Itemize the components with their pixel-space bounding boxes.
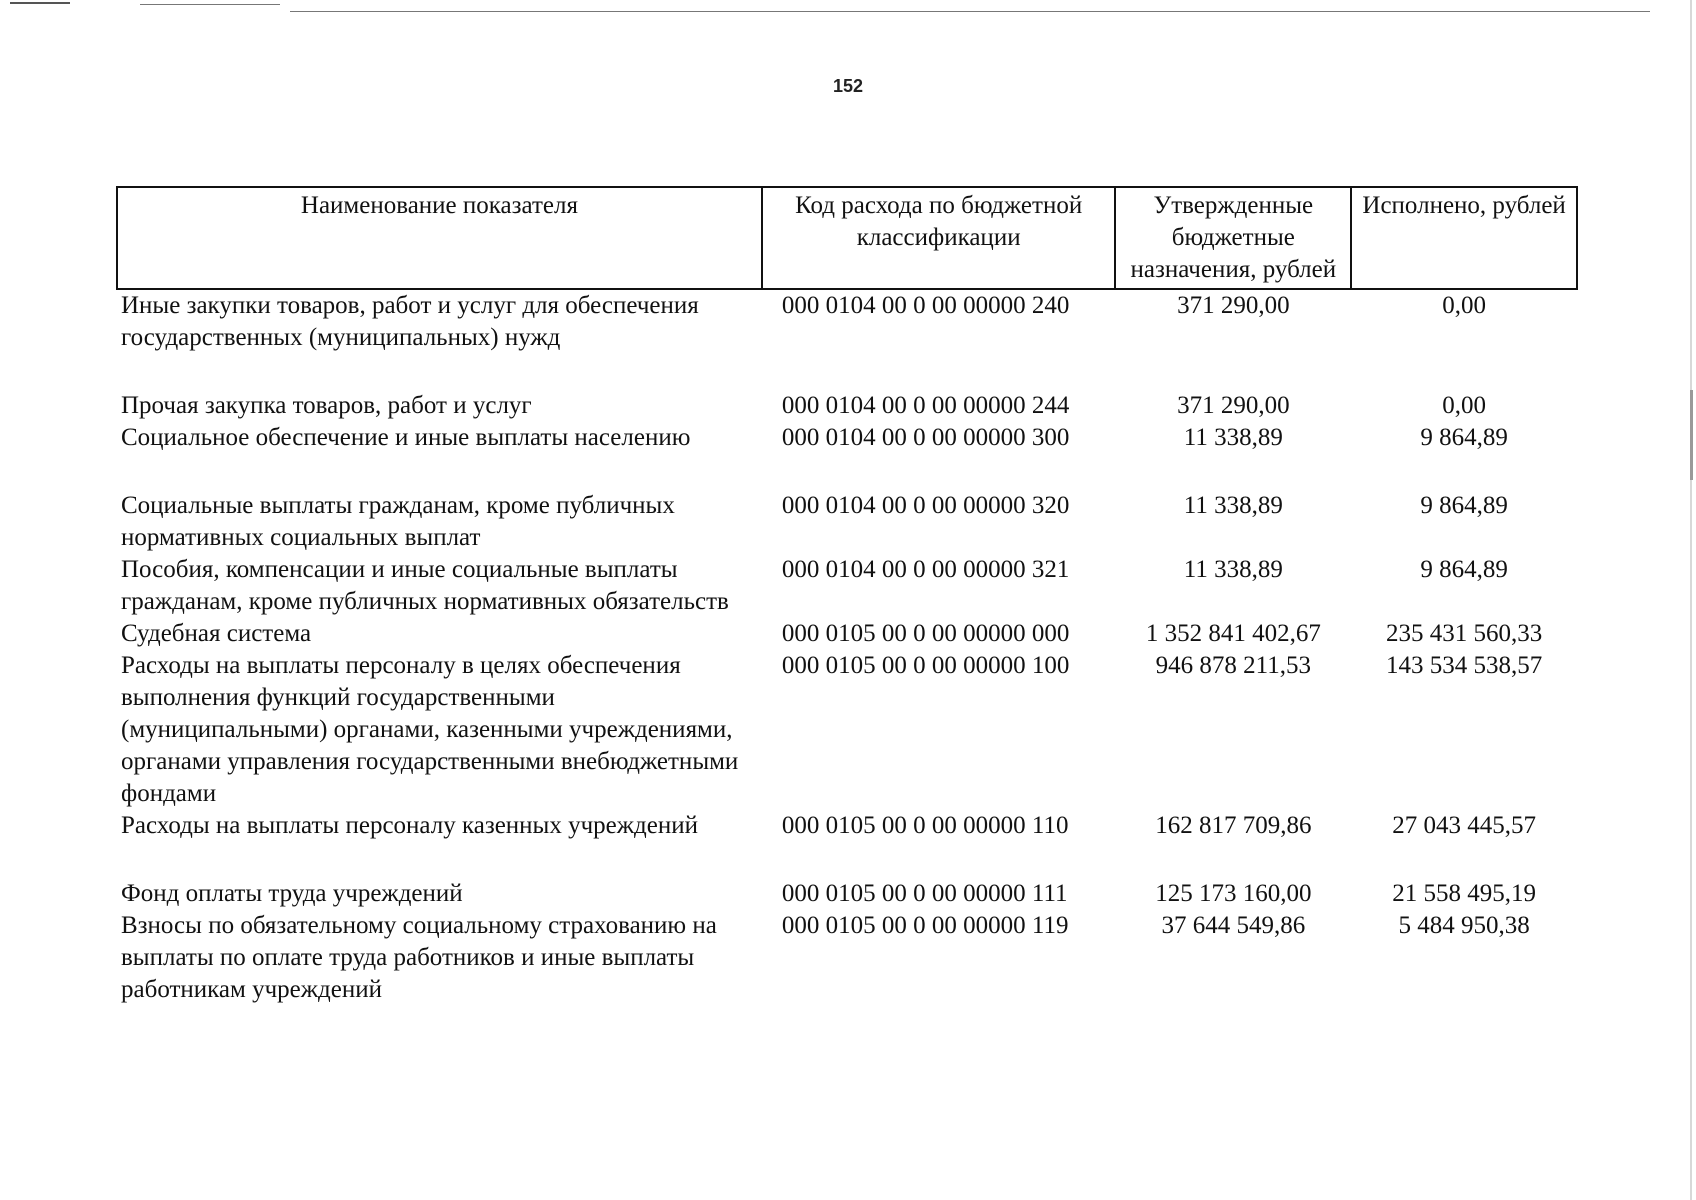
table-row [117, 554, 1577, 618]
header-executed: Исполнено, рублей [1351, 187, 1577, 289]
row-code: 000 0104 00 0 00 00000 321 [781, 556, 1070, 583]
row-name: Фонд оплаты труда учреждений [121, 880, 463, 907]
budget-table [116, 186, 1578, 1006]
table-row [117, 422, 1577, 490]
row-code: 000 0105 00 0 00 00000 000 [781, 620, 1070, 647]
row-name: Социальные выплаты гражданам, кроме публичных нормативных социальных выплат [121, 492, 675, 551]
row-executed: 9 864,89 [1420, 492, 1508, 519]
row-approved: 371 290,00 [1177, 292, 1290, 319]
row-executed: 143 534 538,57 [1385, 652, 1543, 679]
scan-edge-right-mark [1690, 390, 1693, 480]
header-approved: Утвержденные бюджетные назначения, рублей [1115, 187, 1351, 289]
row-executed: 27 043 445,57 [1392, 812, 1536, 839]
table-row [117, 650, 1577, 810]
row-approved: 1 352 841 402,67 [1145, 620, 1321, 647]
row-approved: 946 878 211,53 [1155, 652, 1311, 679]
table-row [117, 910, 1577, 1006]
row-code: 000 0105 00 0 00 00000 100 [781, 652, 1070, 679]
row-code: 000 0105 00 0 00 00000 111 [781, 880, 1068, 907]
row-name: Прочая закупка товаров, работ и услуг [121, 392, 532, 419]
table-row [117, 289, 1577, 390]
row-executed: 9 864,89 [1420, 556, 1508, 583]
table-body [117, 289, 1577, 1006]
row-name: Иные закупки товаров, работ и услуг для обеспечения государственных (муниципальных) нужд [121, 292, 699, 351]
row-name: Взносы по обязательному социальному страхованию на выплаты по оплате труда работников и иные выплаты работникам учреждений [121, 912, 717, 1003]
table-row [117, 618, 1577, 650]
table-row [117, 810, 1577, 878]
row-code: 000 0105 00 0 00 00000 110 [781, 812, 1069, 839]
row-approved: 371 290,00 [1177, 392, 1290, 419]
row-executed: 21 558 495,19 [1392, 880, 1536, 907]
row-approved: 125 173 160,00 [1155, 880, 1312, 907]
row-name: Социальное обеспечение и иные выплаты населению [121, 424, 691, 451]
header-code: Код расхода по бюджетной классификации [762, 187, 1116, 289]
row-executed: 0,00 [1442, 292, 1486, 319]
row-name: Пособия, компенсации и иные социальные выплаты гражданам, кроме публичных нормативных обязательств [121, 556, 729, 615]
row-approved: 11 338,89 [1183, 556, 1283, 583]
table-header [117, 187, 1577, 289]
table-row [117, 490, 1577, 554]
row-code: 000 0104 00 0 00 00000 300 [781, 424, 1070, 451]
row-name: Расходы на выплаты персоналу в целях обеспечения выполнения функций государственными (муниципальными) органами, казенными учреждениями, органами управления государственными внебюджетными фондами [121, 652, 739, 807]
row-executed: 5 484 950,38 [1398, 912, 1530, 939]
row-approved: 11 338,89 [1183, 424, 1283, 451]
header-name: Наименование показателя [117, 187, 762, 289]
row-code: 000 0105 00 0 00 00000 119 [781, 912, 1069, 939]
table-row [117, 878, 1577, 910]
row-approved: 11 338,89 [1183, 492, 1283, 519]
row-executed: 9 864,89 [1420, 424, 1508, 451]
table-row [117, 390, 1577, 422]
row-code: 000 0104 00 0 00 00000 240 [781, 292, 1070, 319]
row-code: 000 0104 00 0 00 00000 244 [781, 392, 1070, 419]
row-code: 000 0104 00 0 00 00000 320 [781, 492, 1070, 519]
scan-edge-line [0, 0, 1696, 14]
row-approved: 162 817 709,86 [1155, 812, 1312, 839]
row-executed: 0,00 [1442, 392, 1486, 419]
row-executed: 235 431 560,33 [1385, 620, 1543, 647]
row-name: Расходы на выплаты персоналу казенных учреждений [121, 812, 698, 839]
row-name: Судебная система [121, 620, 312, 647]
scan-edge-right [1690, 0, 1692, 1200]
page-number: 152 [832, 76, 864, 96]
row-approved: 37 644 549,86 [1161, 912, 1306, 939]
